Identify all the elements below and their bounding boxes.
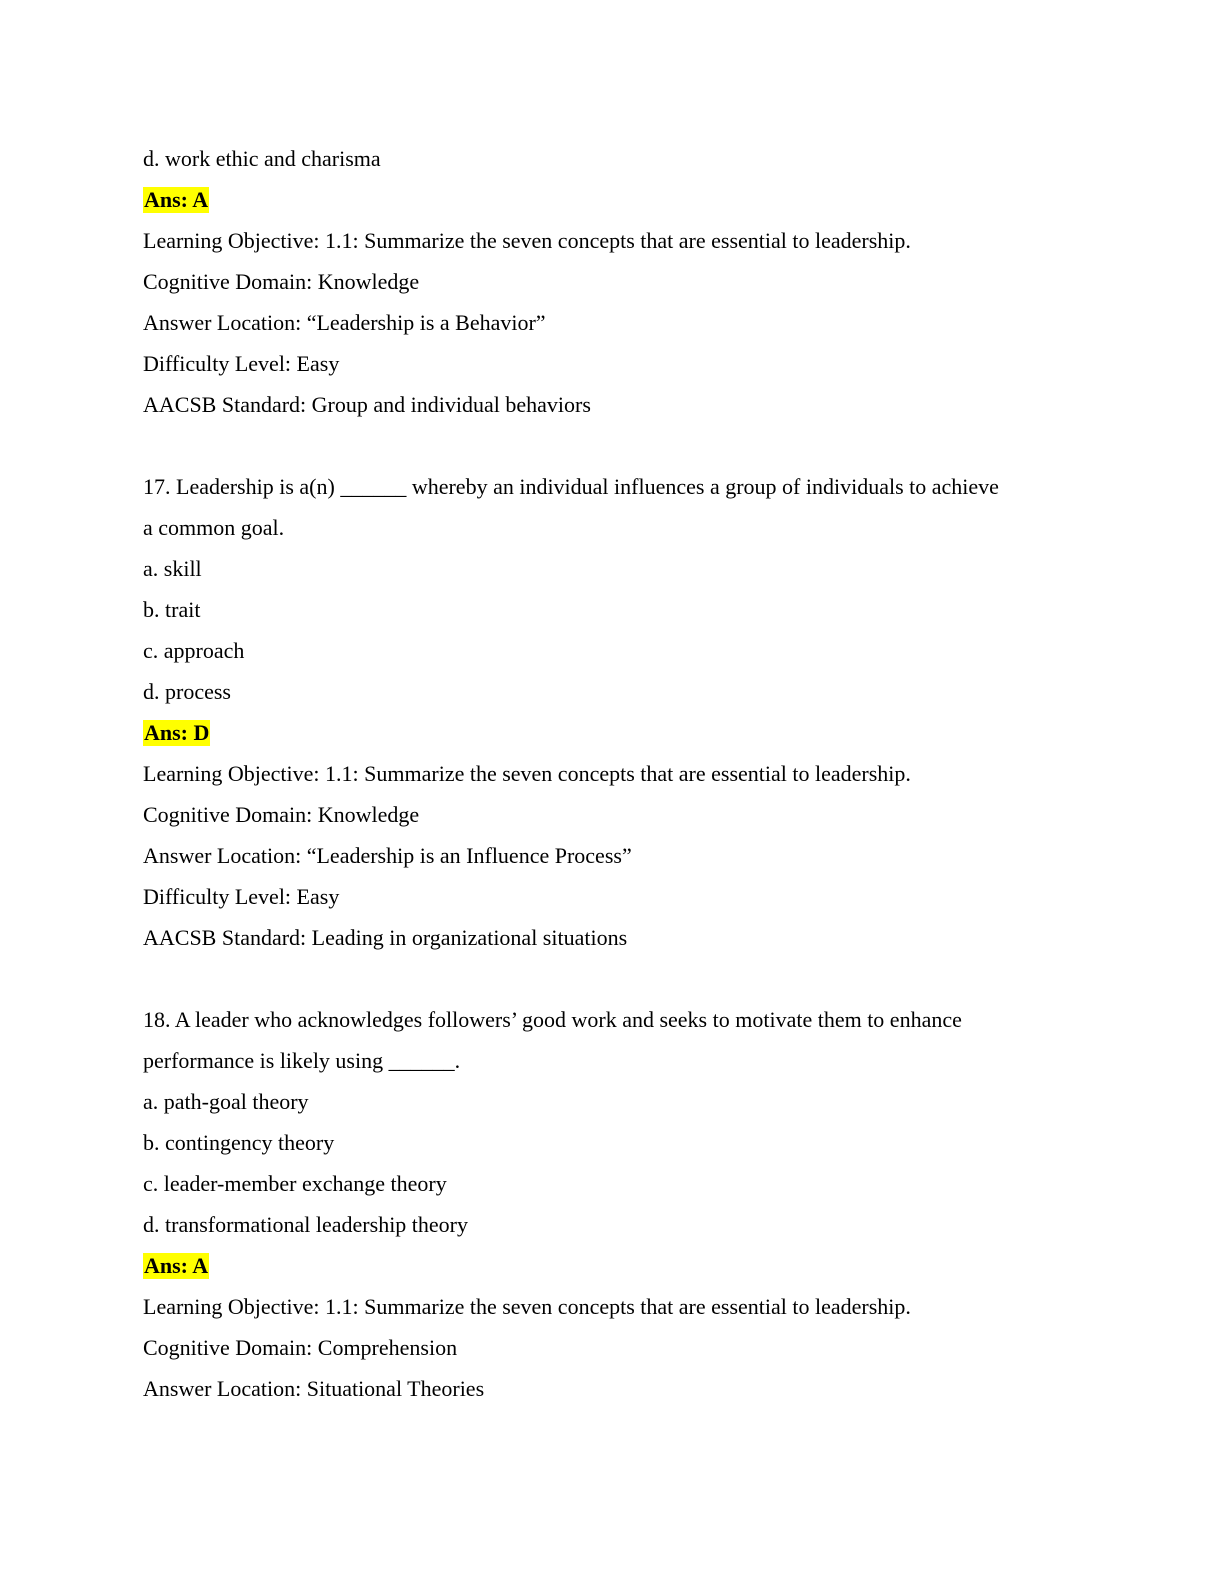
option-c: c. approach [143, 638, 245, 663]
learning-objective: Learning Objective: 1.1: Summarize the seven concepts that are essential to leadership. [143, 228, 911, 253]
answer-line [143, 179, 1083, 220]
answer-line [143, 1245, 1083, 1286]
aacsb-standard: AACSB Standard: Leading in organizational situations [143, 925, 628, 950]
cognitive-domain: Cognitive Domain: Knowledge [143, 269, 420, 294]
option-d: d. work ethic and charisma [143, 146, 381, 171]
learning-objective: Learning Objective: 1.1: Summarize the seven concepts that are essential to leadership. [143, 1294, 911, 1319]
question-stem-continued: a common goal. [143, 515, 285, 540]
option-d: d. transformational leadership theory [143, 1212, 469, 1237]
answer-highlight: Ans: A [144, 187, 209, 212]
answer-location: Answer Location: Situational Theories [143, 1376, 485, 1401]
answer-highlight: Ans: D [144, 720, 210, 745]
option-d: d. process [143, 679, 231, 704]
aacsb-standard: AACSB Standard: Group and individual behaviors [143, 392, 591, 417]
answer-location: Answer Location: “Leadership is a Behavior” [143, 310, 546, 335]
learning-objective: Learning Objective: 1.1: Summarize the seven concepts that are essential to leadership. [143, 761, 911, 786]
difficulty-level: Difficulty Level: Easy [143, 351, 340, 376]
option-a: a. path-goal theory [143, 1089, 309, 1114]
cognitive-domain: Cognitive Domain: Comprehension [143, 1335, 458, 1360]
option-a: a. skill [143, 556, 202, 581]
question-17 [143, 466, 1083, 958]
question-stem: 18. A leader who acknowledges followers’ good work and seeks to motivate them to enhance [143, 1007, 962, 1032]
option-b: b. trait [143, 597, 201, 622]
answer-highlight: Ans: A [144, 1253, 209, 1278]
question-stem-continued: performance is likely using ______. [143, 1048, 461, 1073]
difficulty-level: Difficulty Level: Easy [143, 884, 340, 909]
answer-location: Answer Location: “Leadership is an Influence Process” [143, 843, 632, 868]
answer-line [143, 712, 1083, 753]
spacer [143, 958, 1083, 999]
spacer [143, 425, 1083, 466]
option-c: c. leader-member exchange theory [143, 1171, 447, 1196]
question-16-tail [143, 138, 1083, 425]
option-b: b. contingency theory [143, 1130, 335, 1155]
question-stem: 17. Leadership is a(n) ______ whereby an individual influences a group of individuals to achieve [143, 474, 999, 499]
question-18 [143, 999, 1083, 1409]
cognitive-domain: Cognitive Domain: Knowledge [143, 802, 420, 827]
document-page [143, 138, 1083, 1409]
